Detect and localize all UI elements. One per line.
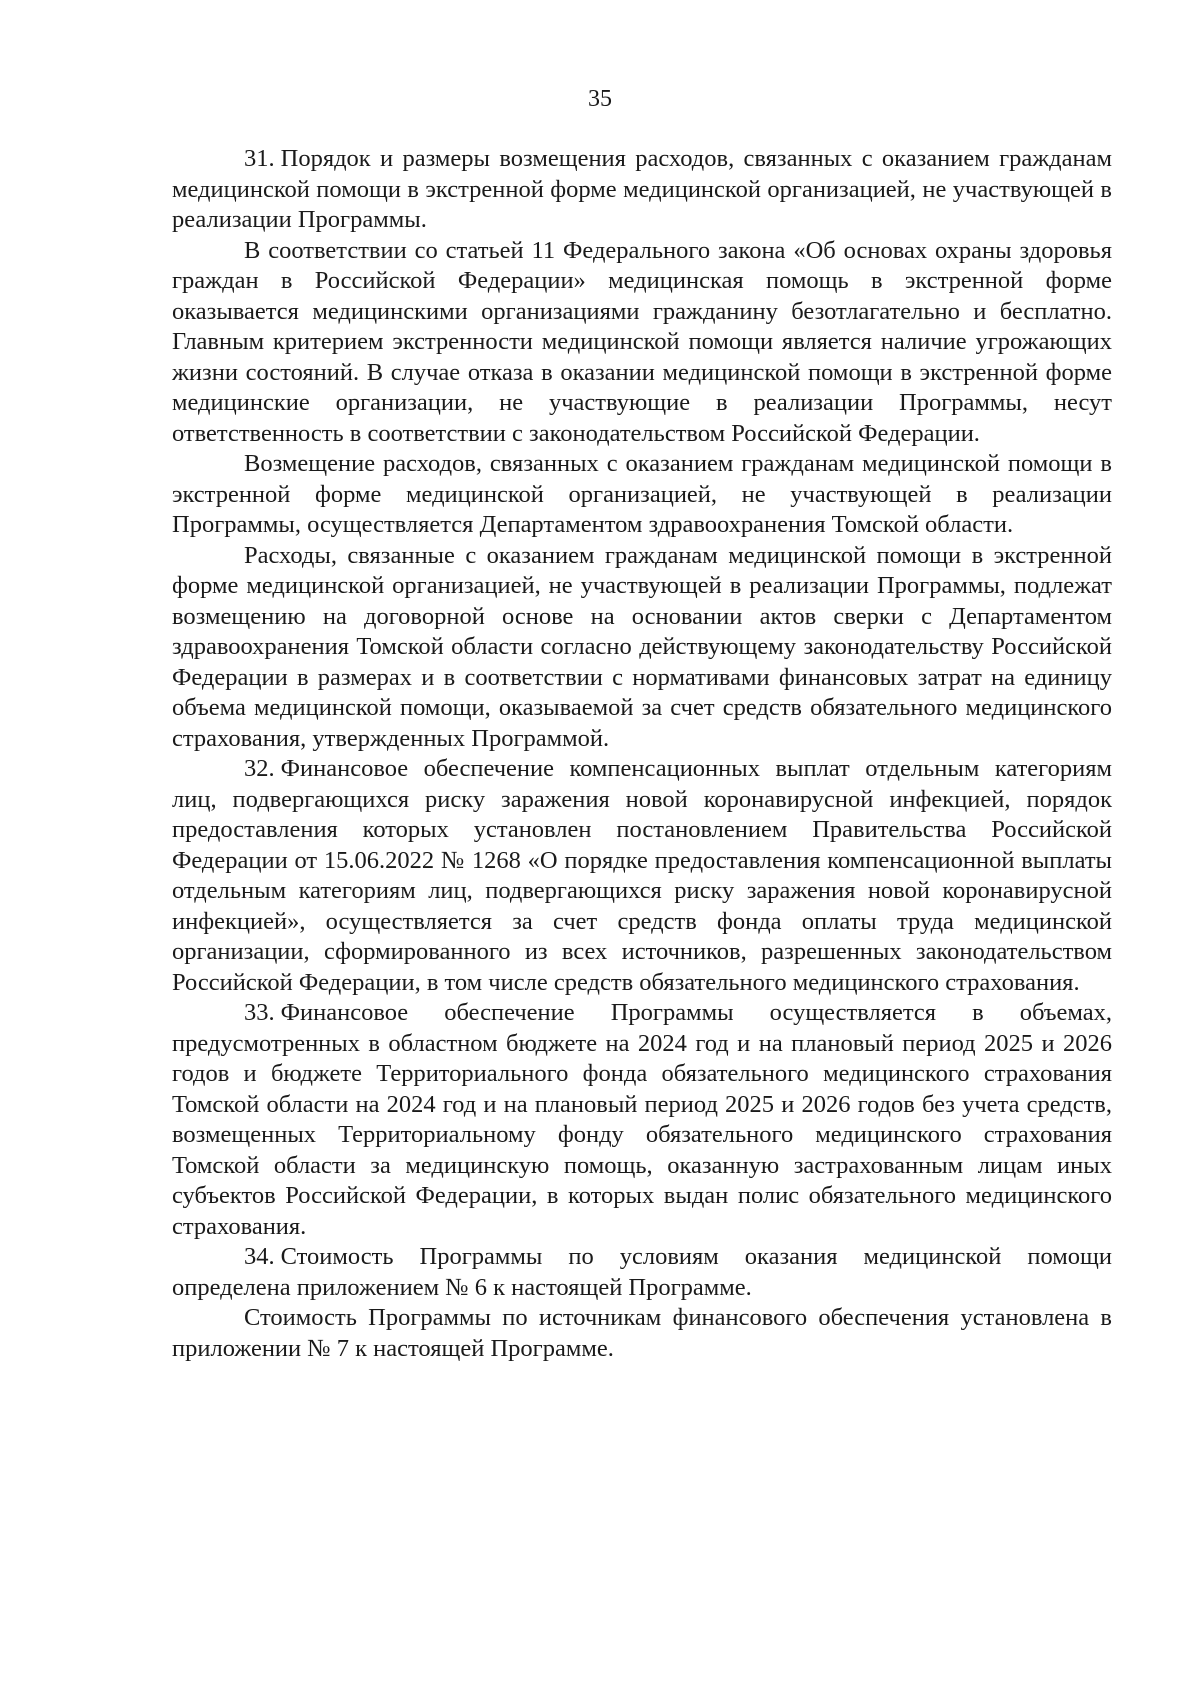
paragraph-text: Порядок и размеры возмещения расходов, связанных с оказанием гражданам медицинской помощи в экстренной форме медицинской организацией, не участвующей в реализации Программы. (172, 145, 1112, 233)
item-number: 34. (244, 1243, 275, 1270)
paragraph-31-emergency-care (172, 236, 1112, 450)
paragraph-text: Расходы, связанные с оказанием гражданам медицинской помощи в экстренной форме медицинской организацией, не участвующей в реализации Программы, подлежат возмещению на договорной основе на основании актов сверки с Департаментом здравоохранения Томской области согласно действующему законодательству Российской Федерации в размерах и в соответствии с нормативами финансовых затрат на единицу объема медицинской помощи, оказываемой за счет средств обязательного медицинского страхования, утвержденных Программой. (172, 541, 1112, 752)
item-number: 32. (244, 755, 275, 782)
paragraph-text: Стоимость Программы по условиям оказания медицинской помощи определена приложением № 6 к настоящей Программе. (172, 1243, 1112, 1301)
paragraph-text: В соответствии со статьей 11 Федерального закона «Об основах охраны здоровья граждан в Российской Федерации» медицинская помощь в экстренной форме оказывается медицинскими организациями гражданину безотлагательно и бесплатно. Главным критерием экстренности медицинской помощи является наличие угрожающих жизни состояний. В случае отказа в оказании медицинской помощи в экстренной форме медицинские организации, не участвующие в реализации Программы, несут ответственность в соответствии с законодательством Российской Федерации. (172, 236, 1112, 447)
paragraph-text: Финансовое обеспечение компенсационных выплат отдельным категориям лиц, подвергающихся риску заражения новой коронавирусной инфекцией, порядок предоставления которых установлен постановлением Правительства Российской Федерации от 15.06.2022 № 1268 «О порядке предоставления компенсационной выплаты отдельным категориям лиц, подвергающихся риску заражения новой коронавирусной инфекцией», осуществляется за счет средств фонда оплаты труда медицинской организации, сформированного из всех источников, разрешенных законодательством Российской Федерации, в том числе средств обязательного медицинского страхования. (172, 755, 1112, 996)
paragraph-33 (172, 998, 1112, 1242)
paragraph-31-expenses (172, 541, 1112, 755)
paragraph-32 (172, 754, 1112, 998)
paragraph-34-sources (172, 1303, 1112, 1364)
item-number: 31. (244, 145, 275, 172)
paragraph-34 (172, 1242, 1112, 1303)
document-body (172, 144, 1112, 1364)
paragraph-text: Финансовое обеспечение Программы осуществляется в объемах, предусмотренных в областном бюджете на 2024 год и на плановый период 2025 и 2026 годов и бюджете Территориального фонда обязательного медицинского страхования Томской области на 2024 год и на плановый период 2025 и 2026 годов без учета средств, возмещенных Территориальному фонду обязательного медицинского страхования Томской области за медицинскую помощь, оказанную застрахованным лицам иных субъектов Российской Федерации, в которых выдан полис обязательного медицинского страхования. (172, 999, 1112, 1240)
paragraph-31-reimbursement (172, 449, 1112, 541)
item-number: 33. (244, 999, 275, 1026)
paragraph-31 (172, 144, 1112, 236)
paragraph-text: Возмещение расходов, связанных с оказанием гражданам медицинской помощи в экстренной форме медицинской организацией, не участвующей в реализации Программы, осуществляется Департаментом здравоохранения Томской области. (172, 450, 1112, 538)
paragraph-text: Стоимость Программы по источникам финансового обеспечения установлена в приложении № 7 к настоящей Программе. (172, 1304, 1112, 1362)
page-number: 35 (588, 86, 612, 112)
